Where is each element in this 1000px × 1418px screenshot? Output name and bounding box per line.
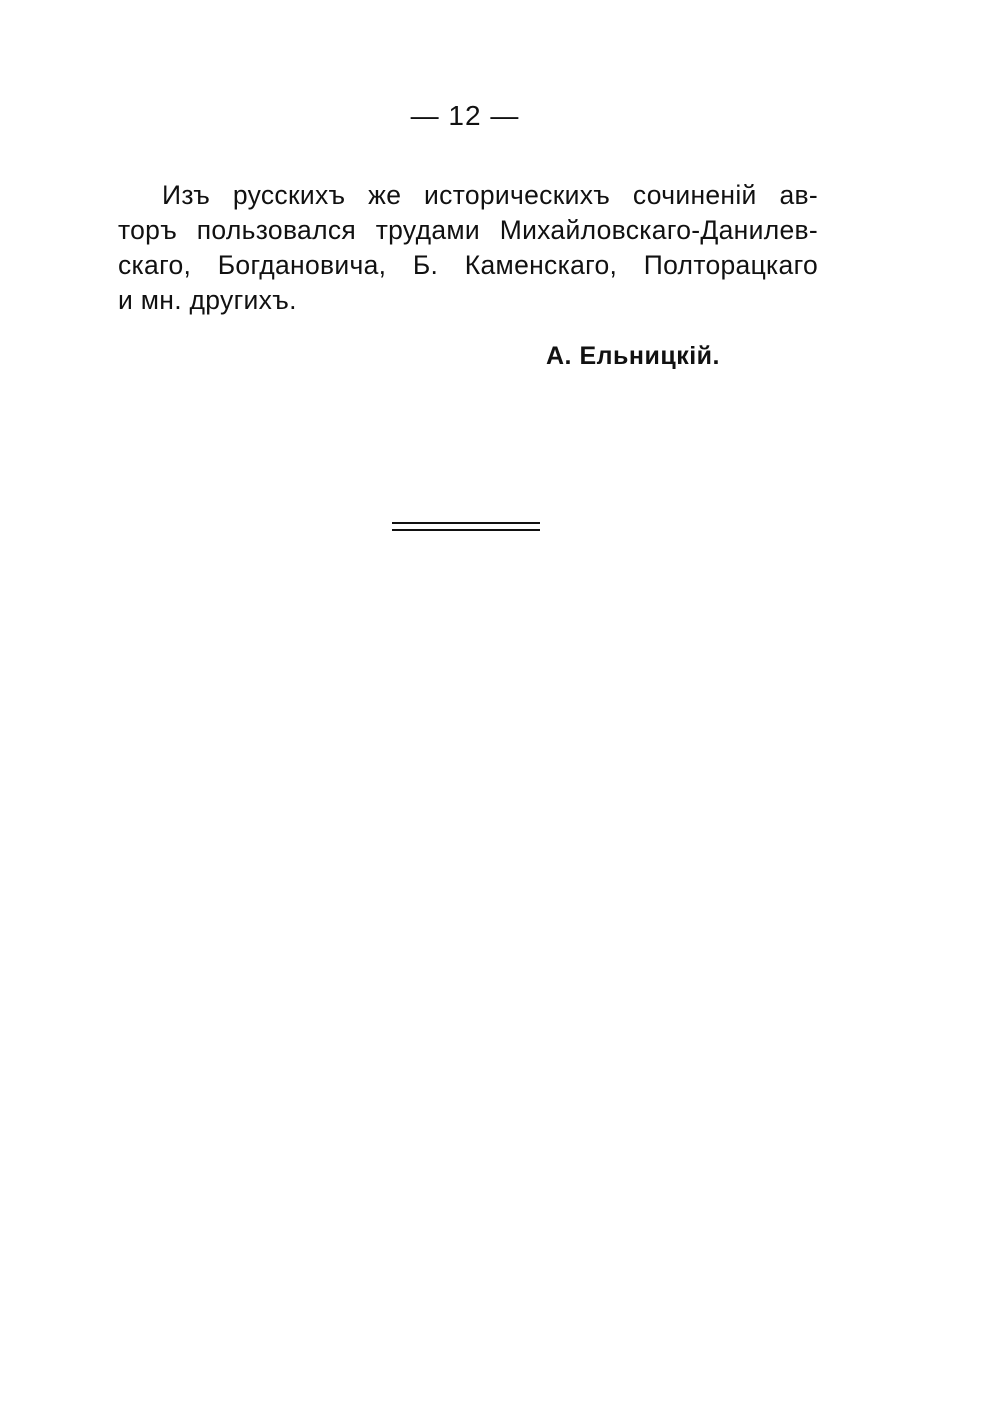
author-signature: А. Ельницкій.: [546, 342, 720, 370]
section-divider: [392, 522, 540, 532]
paragraph-line: и мн. другихъ.: [118, 285, 297, 315]
paragraph-line: торъ пользовался трудами Михайловскаго-Данилев-: [118, 215, 818, 245]
paragraph-line: скаго, Богдановича, Б. Каменскаго, Полторацкаго: [118, 250, 818, 280]
divider-rule-top: [392, 522, 540, 524]
body-paragraph: [118, 178, 818, 318]
divider-rule-bottom: [392, 529, 540, 531]
page-number: — 12 —: [410, 100, 520, 131]
paragraph-line: Изъ русскихъ же историческихъ сочиненій ав-: [162, 180, 818, 210]
